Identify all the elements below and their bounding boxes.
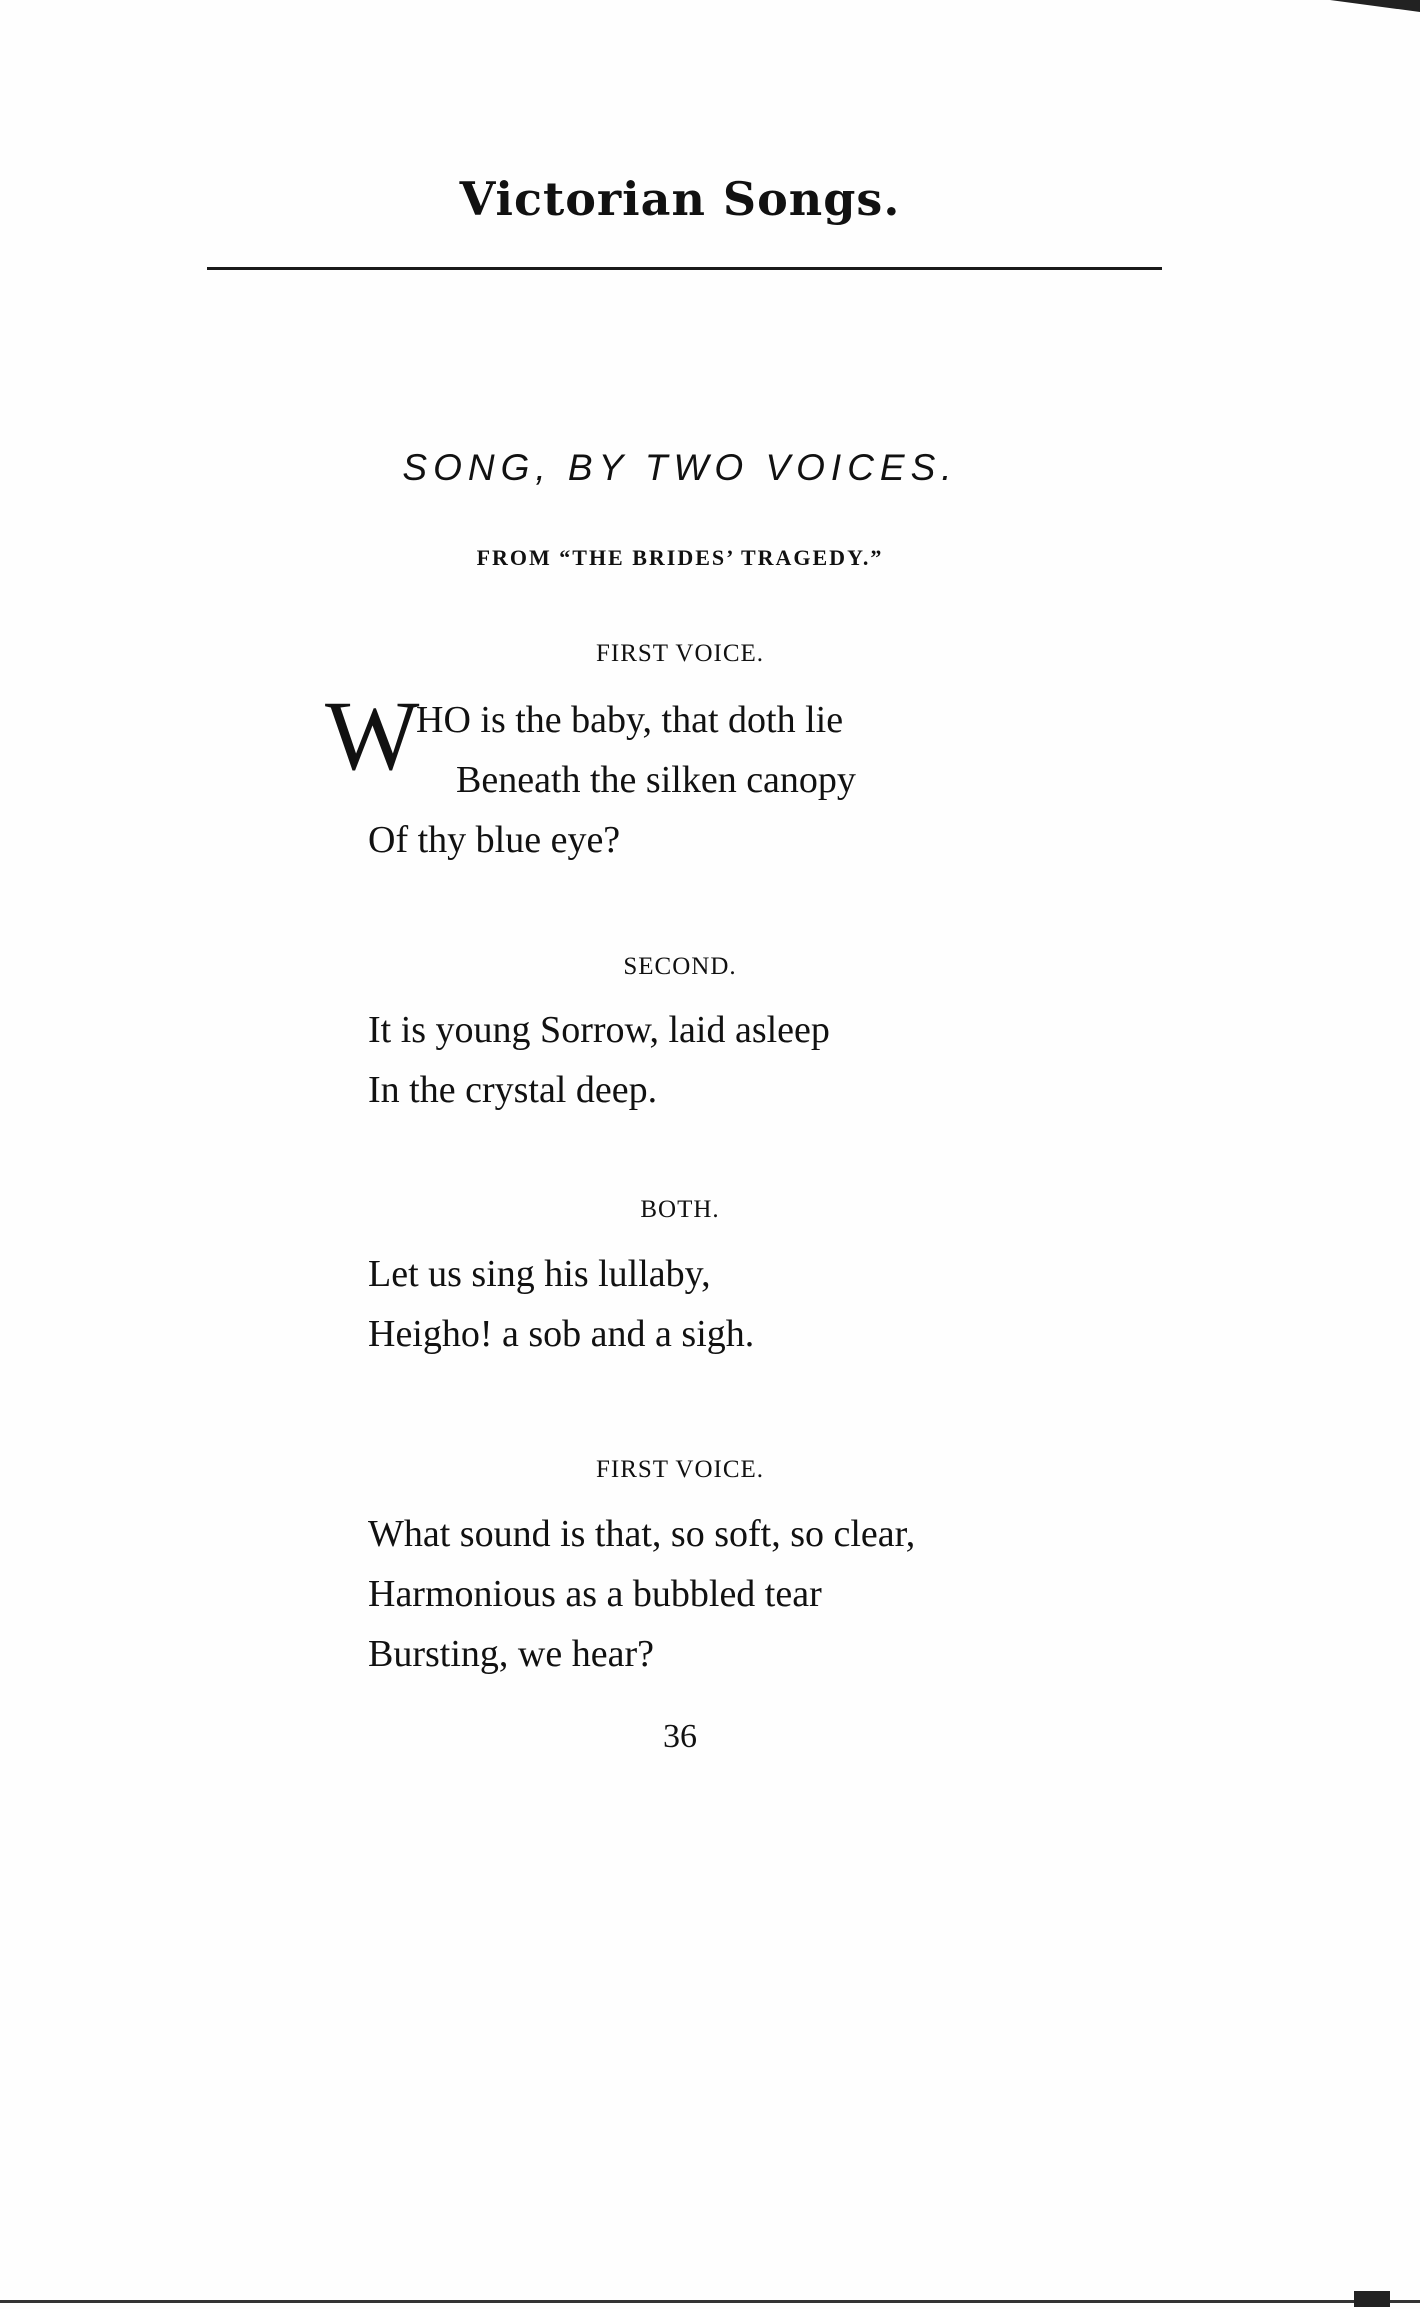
page-number: 36 bbox=[663, 1718, 697, 1755]
song-title: SONG, BY TWO VOICES. bbox=[402, 447, 958, 488]
verse-line: Heigho! a sob and a sigh. bbox=[368, 1313, 755, 1355]
voice-heading-second: SECOND. bbox=[623, 953, 737, 980]
verse-line: Of thy blue eye? bbox=[368, 819, 621, 861]
voice-heading-both: BOTH. bbox=[640, 1196, 720, 1223]
header-rule bbox=[207, 267, 1162, 270]
verse-line: Let us sing his lullaby, bbox=[368, 1253, 711, 1295]
verse-line: It is young Sorrow, laid asleep bbox=[368, 1009, 830, 1051]
verse-line: In the crystal deep. bbox=[368, 1069, 658, 1111]
bottom-edge-rule bbox=[0, 2300, 1420, 2303]
verse-line: Beneath the silken canopy bbox=[456, 759, 856, 801]
verse-line: HO is the baby, that doth lie bbox=[416, 699, 844, 741]
bottom-scan-mark bbox=[1354, 2291, 1390, 2307]
voice-heading-first: FIRST VOICE. bbox=[595, 640, 765, 667]
drop-cap: W bbox=[325, 680, 420, 791]
verse-line: What sound is that, so soft, so clear, bbox=[368, 1513, 916, 1555]
running-head: Victorian Songs. bbox=[459, 172, 901, 226]
verse-line: Bursting, we hear? bbox=[368, 1633, 654, 1675]
voice-heading-first-2: FIRST VOICE. bbox=[595, 1456, 765, 1483]
corner-scan-mark bbox=[1330, 0, 1420, 12]
source-line: FROM “THE BRIDES’ TRAGEDY.” bbox=[476, 545, 884, 570]
verse-line: Harmonious as a bubbled tear bbox=[368, 1573, 822, 1615]
